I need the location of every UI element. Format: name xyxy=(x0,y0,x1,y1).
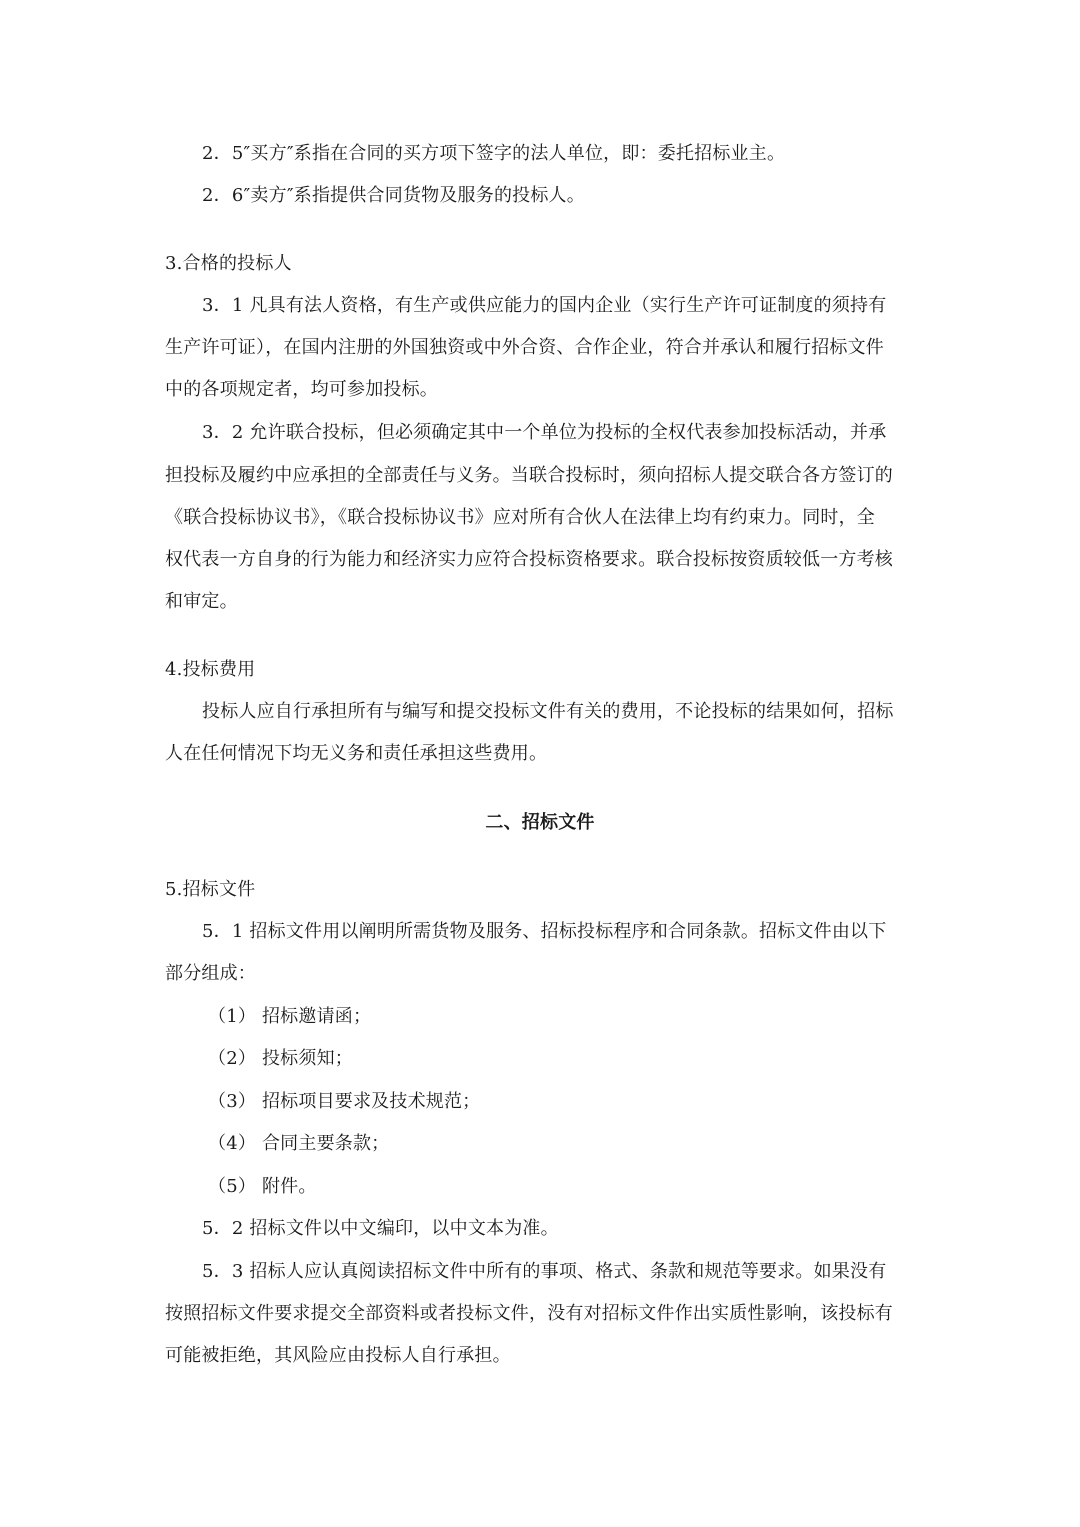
clause-3-2-line-2: 担投标及履约中应承担的全部责任与义务。当联合投标时，须向招标人提交联合各方签订的 xyxy=(165,465,893,486)
clause-5-2: 5．2 招标文件以中文编印，以中文本为准。 xyxy=(202,1218,559,1239)
list-item-5: （5） 附件。 xyxy=(208,1176,317,1197)
clause-5-3-line-3: 可能被拒绝，其风险应由投标人自行承担。 xyxy=(165,1345,511,1366)
section-4-title: 4.投标费用 xyxy=(165,659,256,680)
clause-3-2-line-5: 和审定。 xyxy=(165,591,238,612)
clause-5-1-line-2: 部分组成： xyxy=(165,963,256,984)
clause-3-1-line-1: 3．1 凡具有法人资格，有生产或供应能力的国内企业（实行生产许可证制度的须持有 xyxy=(202,295,887,316)
section-heading-bidding-documents: 二、招标文件 xyxy=(485,812,595,833)
clause-2-6: 2．6″卖方″系指提供合同货物及服务的投标人。 xyxy=(202,185,585,206)
list-item-4: （4） 合同主要条款； xyxy=(208,1133,390,1154)
list-item-2: （2） 投标须知； xyxy=(208,1048,353,1069)
clause-5-3-line-2: 按照招标文件要求提交全部资料或者投标文件，没有对招标文件作出实质性影响，该投标有 xyxy=(165,1303,893,1324)
list-item-3: （3） 招标项目要求及技术规范； xyxy=(208,1091,481,1112)
clause-3-2-line-1: 3．2 允许联合投标，但必须确定其中一个单位为投标的全权代表参加投标活动，并承 xyxy=(202,422,887,443)
clause-4-line-1: 投标人应自行承担所有与编写和提交投标文件有关的费用，不论投标的结果如何，招标 xyxy=(202,701,894,722)
clause-3-2-line-3: 《联合投标协议书》，《联合投标协议书》应对所有合伙人在法律上均有约束力。同时，全 xyxy=(165,507,875,528)
clause-3-1-line-3: 中的各项规定者，均可参加投标。 xyxy=(165,379,438,400)
section-3-title: 3.合格的投标人 xyxy=(165,253,292,274)
list-item-1: （1） 招标邀请函； xyxy=(208,1006,372,1027)
clause-5-1-line-1: 5．1 招标文件用以阐明所需货物及服务、招标投标程序和合同条款。招标文件由以下 xyxy=(202,921,887,942)
clause-3-1-line-2: 生产许可证），在国内注册的外国独资或中外合资、合作企业，符合并承认和履行招标文件 xyxy=(165,337,884,358)
clause-2-5: 2．5″买方″系指在合同的买方项下签字的法人单位，即：委托招标业主。 xyxy=(202,143,786,164)
clause-4-line-2: 人在任何情况下均无义务和责任承担这些费用。 xyxy=(165,743,548,764)
clause-3-2-line-4: 权代表一方自身的行为能力和经济实力应符合投标资格要求。联合投标按资质较低一方考核 xyxy=(165,549,893,570)
section-5-title: 5.招标文件 xyxy=(165,879,256,900)
clause-5-3-line-1: 5．3 招标人应认真阅读招标文件中所有的事项、格式、条款和规范等要求。如果没有 xyxy=(202,1261,887,1282)
